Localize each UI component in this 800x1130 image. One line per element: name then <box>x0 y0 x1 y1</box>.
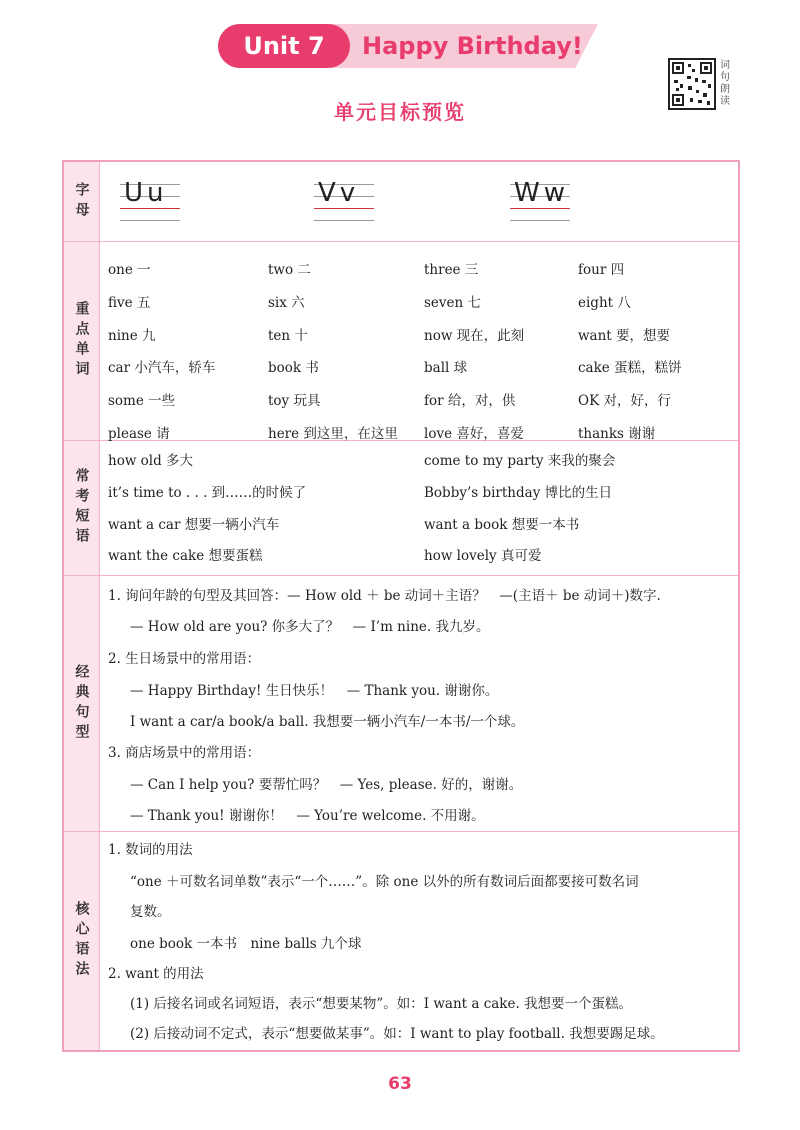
letter-uu: Uu <box>120 176 180 220</box>
grammar-line: 2. want 的用法 <box>108 966 204 982</box>
word-item: cake 蛋糕，糕饼 <box>578 360 682 376</box>
grammar-label: 核心语法 <box>64 832 100 1050</box>
grammar-line: (2) 后接动词不定式，表示“想要做某事”。如：I want to play football. 我想要踢足球。 <box>130 1026 664 1042</box>
page-number: 63 <box>388 1074 412 1094</box>
word-item: want 要，想要 <box>578 328 671 344</box>
letter-ww: Ww <box>510 176 570 220</box>
sentence-line: 3. 商店场景中的常用语： <box>108 745 261 761</box>
phrases-content <box>108 441 738 575</box>
word-item: here 到这里，在这里 <box>268 426 398 442</box>
word-item: seven 七 <box>424 295 482 311</box>
word-item: now 现在，此刻 <box>424 328 525 344</box>
letters-content <box>108 162 738 241</box>
phrase-item: Bobby’s birthday 博比的生日 <box>424 485 613 501</box>
page-title: 单元目标预览 <box>334 100 466 124</box>
words-label: 重点单词 <box>64 242 100 440</box>
sentence-line: 2. 生日场景中的常用语： <box>108 651 261 667</box>
word-item: love 喜好，喜爱 <box>424 426 524 442</box>
sentences-label: 经典句型 <box>64 576 100 831</box>
grammar-line: 1. 数词的用法 <box>108 842 193 858</box>
word-item: two 二 <box>268 262 311 278</box>
letters-row <box>64 162 738 242</box>
phrases-row <box>64 441 738 576</box>
word-item: for 给，对，供 <box>424 393 516 409</box>
word-item: eight 八 <box>578 295 631 311</box>
word-item: OK 对，好，行 <box>578 393 671 409</box>
word-item: some 一些 <box>108 393 176 409</box>
word-item: ball 球 <box>424 360 468 376</box>
word-item: thanks 谢谢 <box>578 426 656 442</box>
word-item: book 书 <box>268 360 319 376</box>
word-item: car 小汽车，轿车 <box>108 360 216 376</box>
words-row <box>64 242 738 441</box>
word-item: four 四 <box>578 262 625 278</box>
letters-label: 字母 <box>64 162 100 241</box>
phrase-item: how lovely 真可爱 <box>424 548 542 564</box>
word-item: ten 十 <box>268 328 308 344</box>
word-item: six 六 <box>268 295 305 311</box>
qr-label: 词句朗读 <box>720 60 730 107</box>
sentence-line: 1. 询问年龄的句型及其回答：— How old ＋ be 动词＋主语？ —(主语＋ be 动词＋)数字. <box>108 588 661 604</box>
phrase-item: it’s time to . . . 到……的时候了 <box>108 485 307 501</box>
grammar-line: one book 一本书 nine balls 九个球 <box>130 936 362 952</box>
word-item: one 一 <box>108 262 151 278</box>
phrase-item: want a car 想要一辆小汽车 <box>108 517 280 533</box>
sentence-line: — Happy Birthday! 生日快乐！ — Thank you. 谢谢你。 <box>130 683 499 699</box>
sentence-line: — Thank you! 谢谢你！ — You’re welcome. 不用谢。 <box>130 808 485 824</box>
phrases-label: 常考短语 <box>64 441 100 575</box>
preview-table <box>62 160 740 1052</box>
phrase-item: come to my party 来我的聚会 <box>424 453 616 469</box>
phrase-item: how old 多大 <box>108 453 194 469</box>
grammar-line: 复数。 <box>130 904 171 920</box>
words-content <box>108 242 738 440</box>
word-item: five 五 <box>108 295 151 311</box>
grammar-line: “one ＋可数名词单数”表示“一个……”。除 one 以外的所有数词后面都要接可数名词 <box>130 874 639 890</box>
grammar-line: (1) 后接名词或名词短语，表示“想要某物”。如：I want a cake. 我想要一个蛋糕。 <box>130 996 633 1012</box>
sentence-line: — How old are you? 你多大了？ — I’m nine. 我九岁。 <box>130 619 490 635</box>
sentences-row <box>64 576 738 832</box>
word-item: nine 九 <box>108 328 156 344</box>
unit-label: Unit 7 <box>218 24 350 68</box>
grammar-row <box>64 832 738 1050</box>
phrase-item: want a book 想要一本书 <box>424 517 580 533</box>
unit-title: Happy Birthday! <box>362 32 583 60</box>
grammar-content <box>108 832 738 1050</box>
word-item: three 三 <box>424 262 479 278</box>
unit-banner <box>218 24 598 68</box>
sentence-line: — Can I help you? 要帮忙吗？ — Yes, please. 好的，谢谢。 <box>130 777 523 793</box>
sentence-line: I want a car/a book/a ball. 我想要一辆小汽车/一本书/一个球。 <box>130 714 525 730</box>
sentences-content <box>108 576 738 831</box>
word-item: please 请 <box>108 426 170 442</box>
letter-vv: Vv <box>314 176 374 220</box>
phrase-item: want the cake 想要蛋糕 <box>108 548 263 564</box>
word-item: toy 玩具 <box>268 393 321 409</box>
